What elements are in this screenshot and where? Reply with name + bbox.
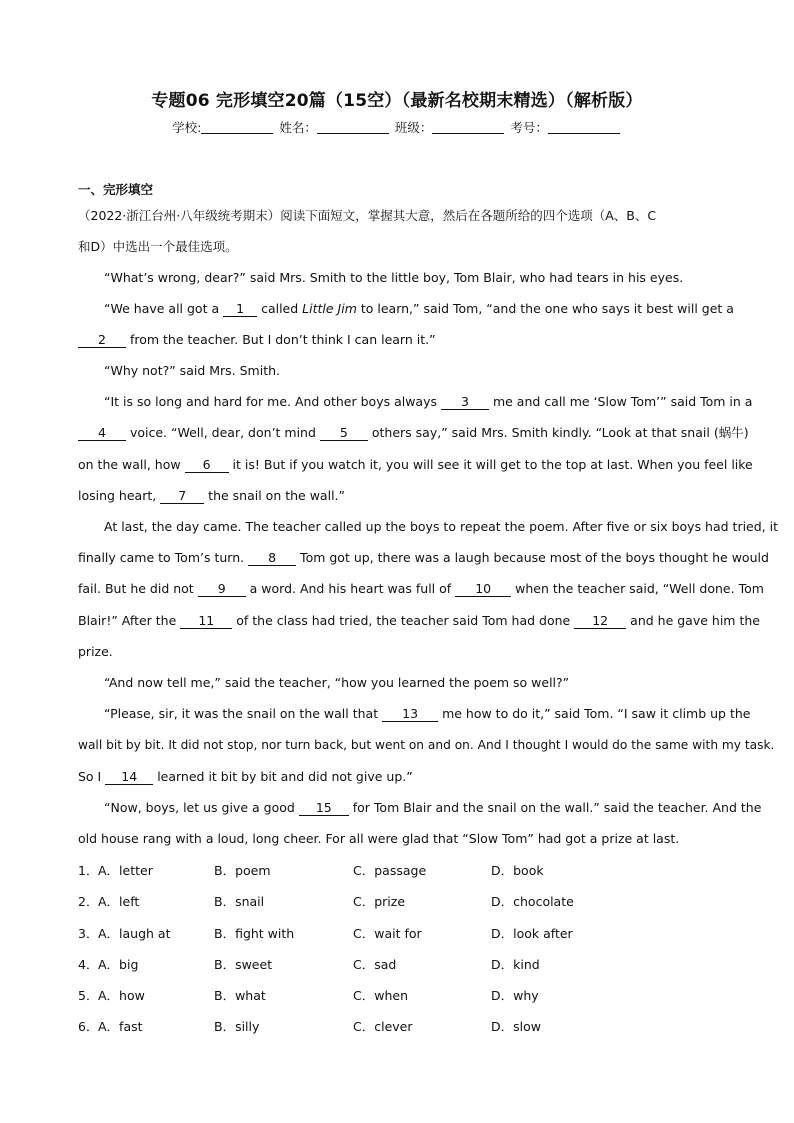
- option-c[interactable]: C．prize: [353, 894, 406, 909]
- passage-line: finally came to Tom’s turn. 8 Tom got up, there was a laugh because most of the boys thought he would: [78, 550, 769, 565]
- passage-line: losing heart, 7 the snail on the wall.”: [78, 488, 345, 503]
- passage-line: “Why not?” said Mrs. Smith.: [104, 363, 281, 378]
- option-d[interactable]: D．why: [491, 988, 539, 1003]
- passage-line: prize.: [78, 644, 113, 659]
- option-b[interactable]: B．poem: [214, 863, 271, 878]
- passage-line: “Please, sir, it was the snail on the wall that 13 me how to do it,” said Tom. “I saw it climb up the: [104, 706, 751, 721]
- passage-line: wall bit by bit. It did not stop, nor turn back, but went on and on. And I thought I would do the same with my task.: [78, 738, 775, 752]
- blank-4[interactable]: 4: [78, 426, 126, 441]
- option-c[interactable]: C．clever: [353, 1019, 413, 1034]
- blank-7[interactable]: 7: [160, 489, 204, 504]
- option-b[interactable]: B．silly: [214, 1019, 260, 1034]
- option-d[interactable]: D．book: [491, 863, 544, 878]
- section-heading: 一、完形填空: [78, 182, 154, 197]
- option-a[interactable]: A．fast: [98, 1019, 143, 1034]
- blank-15[interactable]: 15: [299, 801, 349, 816]
- option-a[interactable]: A．laugh at: [98, 926, 171, 941]
- class-label: 班级：: [394, 120, 433, 135]
- option-c[interactable]: C．passage: [353, 863, 427, 878]
- class-field[interactable]: [432, 121, 504, 134]
- blank-3[interactable]: 3: [441, 395, 489, 410]
- passage-line: fail. But he did not 9 a word. And his heart was full of 10 when the teacher said, “Well done. Tom: [78, 581, 764, 596]
- passage-line: 2 from the teacher. But I don’t think I can learn it.”: [78, 330, 436, 350]
- blank-11[interactable]: 11: [180, 614, 232, 629]
- passage-line: “And now tell me,” said the teacher, “how you learned the poem so well?”: [104, 675, 570, 690]
- option-d[interactable]: D．kind: [491, 957, 540, 972]
- blank-8[interactable]: 8: [248, 551, 296, 566]
- option-b[interactable]: B．fight with: [214, 926, 295, 941]
- option-a[interactable]: A．big: [98, 957, 139, 972]
- blank-5[interactable]: 5: [320, 426, 368, 441]
- page-title: 专题06 完形填空20篇（15空）（最新名校期末精选）（解析版）: [151, 91, 643, 111]
- intro-line-2: 和D）中选出一个最佳选项。: [78, 239, 238, 254]
- passage-line: So I 14 learned it bit by bit and did not give up.”: [78, 769, 413, 784]
- school-field[interactable]: [201, 121, 273, 134]
- blank-12[interactable]: 12: [574, 614, 626, 629]
- passage-line: 4 voice. “Well, dear, don’t mind 5 others say,” said Mrs. Smith kindly. “Look at that snail (蜗牛): [78, 423, 749, 443]
- passage-line: “Now, boys, let us give a good 15 for Tom Blair and the snail on the wall.” said the teacher. And the: [104, 800, 762, 815]
- blank-10[interactable]: 10: [455, 582, 511, 597]
- option-a[interactable]: A．letter: [98, 863, 153, 878]
- option-b[interactable]: B．snail: [214, 894, 265, 909]
- option-c[interactable]: C．when: [353, 988, 408, 1003]
- option-a[interactable]: A．left: [98, 894, 140, 909]
- number-field[interactable]: [548, 121, 620, 134]
- option-c[interactable]: C．wait for: [353, 926, 422, 941]
- option-d[interactable]: D．look after: [491, 926, 573, 941]
- passage-line: Blair!” After the 11 of the class had tried, the teacher said Tom had done 12 and he gave him the: [78, 613, 760, 628]
- blank-2[interactable]: 2: [78, 333, 126, 348]
- school-label: 学校:: [172, 120, 202, 135]
- name-label: 姓名：: [279, 120, 317, 135]
- blank-9[interactable]: 9: [198, 582, 246, 597]
- passage-line: old house rang with a loud, long cheer. For all were glad that “Slow Tom” had got a prize at last.: [78, 831, 680, 846]
- blank-13[interactable]: 13: [382, 707, 438, 722]
- number-label: 考号：: [510, 120, 548, 135]
- option-d[interactable]: D．chocolate: [491, 894, 574, 909]
- passage-line: “We have all got a 1 called Little Jim to learn,” said Tom, “and the one who says it best will get a: [104, 301, 734, 316]
- blank-1[interactable]: 1: [223, 302, 257, 317]
- option-c[interactable]: C．sad: [353, 957, 397, 972]
- option-d[interactable]: D．slow: [491, 1019, 541, 1034]
- blank-14[interactable]: 14: [105, 770, 153, 785]
- option-b[interactable]: B．sweet: [214, 957, 273, 972]
- blank-6[interactable]: 6: [185, 458, 229, 473]
- passage-line: “It is so long and hard for me. And other boys always 3 me and call me ‘Slow Tom’” said Tom in a: [104, 394, 753, 409]
- option-b[interactable]: B．what: [214, 988, 266, 1003]
- document-page: 专题06 完形填空20篇（15空）（最新名校期末精选）（解析版） 学校: 姓名： 班级： 考号： 一、完形填空 （2022·浙江台州·八年级统考期末）阅读下面短文，掌握其大意，然后在各题所给的四个选项（A、B、C 和D）中选出一个最佳选项。 “What’s wrong, dear?” said Mrs. Smith to the little boy, Tom Blair, who had tears in his eyes. “We have all got a 1 called Little Jim to learn,” said Tom, “and the one who says it best will get a 2 from the teacher. But I don’t think I can learn it.” “Why not?” said Mrs. Smith. “It is so long and hard for me. And other boys always 3 me and call me ‘Slow Tom’” said Tom in a 4 voice. “Well, dear, don’t mind 5 others say,” said Mrs. Smith kindly. “Look at that snail (蜗牛) on the wall, how 6 it is! But if you watch it, you will see it will get to the top at last. When you feel like losing heart, 7 the snail on the wall.” At last, the day came. The teacher called up the boys to repeat the poem. After five or six boys had tried, it finally came to Tom’s turn. 8 Tom got up, there was a laugh because most of the boys thought he would fail. But he did not 9 a word. And his heart was full of 10 when the teacher said, “Well done. Tom Blair!” After the 11 of the class had tried, the teacher said Tom had done 12 and he gave him the prize. “And now tell me,” said the teacher, “how you learned the poem so well?” “Please, sir, it was the snail on the wall that 13 me how to do it,” said Tom. “I saw it climb up the wall bit by bit. It did not stop, nor turn back, but went on and on. And I thought I would do the same with my task. So I 14 learned it bit by bit and did not give up.” “Now, boys, let us give a good 15 for Tom Blair and the snail on the wall.” said the teacher. And the old house rang with a loud, long cheer. For all were glad that “Slow Tom” had got a prize at last. 1． A．letter B．poem C．passage D．book 2． A．left B．snail C．prize D．chocolate 3． A．laugh at B．fight with C．wait for D．look after 4． A．big B．sweet C．sad D．kind 5． A．how B．what C．when D．why 6． A．fast B．silly C．clever D．slow: [0, 0, 794, 1123]
- intro-line-1: （2022·浙江台州·八年级统考期末）阅读下面短文，掌握其大意，然后在各题所给的四个选项（A、B、C: [78, 208, 657, 223]
- option-a[interactable]: A．how: [98, 988, 145, 1003]
- passage-line: “What’s wrong, dear?” said Mrs. Smith to the little boy, Tom Blair, who had tears in his eyes.: [104, 270, 684, 285]
- name-field[interactable]: [317, 121, 389, 134]
- passage-line: At last, the day came. The teacher called up the boys to repeat the poem. After five or six boys had tried, it: [104, 519, 779, 534]
- passage-line: on the wall, how 6 it is! But if you watch it, you will see it will get to the top at last. When you feel like: [78, 457, 753, 472]
- student-info-line: [0, 118, 794, 136]
